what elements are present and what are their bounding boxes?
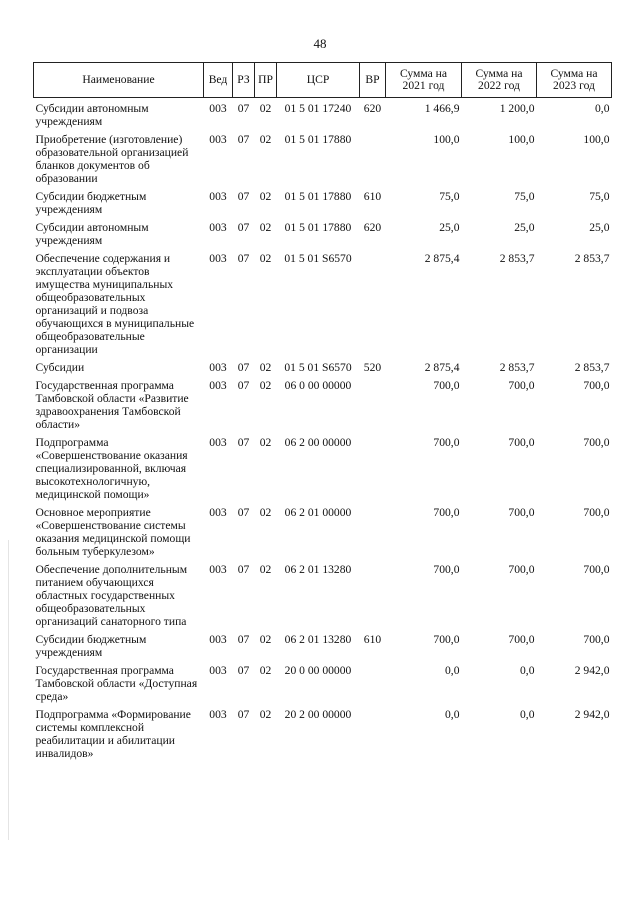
cell-vr: 620 [363, 221, 382, 234]
scan-edge-line [8, 540, 9, 840]
cell-name: Субсидии автономным учреждениям [35, 102, 149, 128]
cell-vr: 620 [363, 102, 382, 115]
cell-sum-2023: 2 942,0 [574, 708, 610, 721]
cell-name: Субсидии бюджетным учреждениям [35, 633, 147, 659]
cell-name: Подпрограмма «Совершенствование оказания специализированной, включая высокотехнологичную, медицинской помощи» [35, 436, 188, 501]
cell-pr: 02 [259, 221, 272, 234]
cell-name: Основное мероприятие «Совершенствование системы оказания медицинской помощи больным туберкулезом» [35, 506, 191, 558]
cell-csr: 06 2 00 00000 [284, 436, 352, 449]
cell-ved: 003 [209, 221, 227, 234]
cell-rz: 07 [237, 506, 250, 519]
cell-sum-2022: 2 853,7 [499, 252, 535, 265]
cell-pr: 02 [259, 506, 272, 519]
cell-sum-2022: 700,0 [508, 563, 535, 576]
cell-vr [360, 379, 386, 436]
cell-sum-2022: 700,0 [508, 506, 535, 519]
cell-csr: 06 0 00 00000 [284, 379, 352, 392]
cell-sum-2023: 700,0 [583, 563, 610, 576]
cell-sum-2023: 100,0 [583, 133, 610, 146]
cell-ved: 003 [209, 102, 227, 115]
cell-sum-2021: 2 875,4 [424, 252, 460, 265]
cell-pr: 02 [259, 633, 272, 646]
cell-sum-2021: 700,0 [433, 563, 460, 576]
cell-sum-2022: 0,0 [520, 708, 535, 721]
cell-sum-2023: 0,0 [595, 102, 610, 115]
cell-pr: 02 [259, 102, 272, 115]
cell-ved: 003 [209, 563, 227, 576]
cell-rz: 07 [237, 361, 250, 374]
header-csr: ЦСР [277, 63, 360, 98]
cell-pr: 02 [259, 252, 272, 265]
cell-ved: 003 [209, 361, 227, 374]
header-name: Наименование [34, 63, 204, 98]
cell-rz: 07 [237, 436, 250, 449]
cell-name: Государственная программа Тамбовской области «Развитие здравоохранения Тамбовской области» [35, 379, 189, 431]
cell-ved: 003 [209, 133, 227, 146]
cell-sum-2022: 25,0 [514, 221, 535, 234]
cell-sum-2022: 700,0 [508, 633, 535, 646]
table-row [34, 708, 612, 765]
cell-ved: 003 [209, 252, 227, 265]
cell-sum-2021: 2 875,4 [424, 361, 460, 374]
cell-pr: 02 [259, 436, 272, 449]
cell-name: Приобретение (изготовление) образовательной организацией бланков документов об образовании [35, 133, 189, 185]
table-row [34, 252, 612, 361]
header-vr: ВР [360, 63, 386, 98]
cell-name: Субсидии [35, 361, 85, 374]
cell-vr [360, 436, 386, 506]
cell-pr: 02 [259, 379, 272, 392]
cell-sum-2021: 25,0 [439, 221, 460, 234]
cell-ved: 003 [209, 708, 227, 721]
header-sum-2022: Сумма на 2022 год [462, 63, 537, 98]
table-row [34, 133, 612, 190]
cell-rz: 07 [237, 664, 250, 677]
cell-sum-2021: 700,0 [433, 506, 460, 519]
cell-sum-2021: 700,0 [433, 633, 460, 646]
cell-rz: 07 [237, 102, 250, 115]
cell-vr [360, 133, 386, 190]
cell-name: Подпрограмма «Формирование системы комплексной реабилитации и абилитации инвалидов» [35, 708, 191, 760]
table-row [34, 190, 612, 221]
cell-sum-2021: 0,0 [445, 664, 460, 677]
table-row [34, 664, 612, 708]
cell-ved: 003 [209, 379, 227, 392]
cell-csr: 01 5 01 17880 [284, 133, 352, 146]
cell-vr [360, 708, 386, 765]
cell-sum-2022: 75,0 [514, 190, 535, 203]
cell-vr: 610 [363, 190, 382, 203]
cell-pr: 02 [259, 708, 272, 721]
cell-vr [360, 506, 386, 563]
cell-sum-2021: 700,0 [433, 436, 460, 449]
cell-csr: 06 2 01 13280 [284, 633, 352, 646]
cell-csr: 20 2 00 00000 [284, 708, 352, 721]
header-rz: РЗ [233, 63, 255, 98]
table-row [34, 361, 612, 379]
cell-csr: 06 2 01 13280 [284, 563, 352, 576]
cell-csr: 06 2 01 00000 [284, 506, 352, 519]
cell-name: Субсидии автономным учреждениям [35, 221, 149, 247]
cell-sum-2023: 75,0 [589, 190, 610, 203]
cell-pr: 02 [259, 133, 272, 146]
cell-vr [360, 664, 386, 708]
cell-rz: 07 [237, 190, 250, 203]
cell-sum-2021: 1 466,9 [424, 102, 460, 115]
cell-sum-2022: 700,0 [508, 436, 535, 449]
cell-ved: 003 [209, 664, 227, 677]
cell-vr: 520 [363, 361, 382, 374]
header-sum-2023: Сумма на 2023 год [537, 63, 612, 98]
cell-sum-2022: 2 853,7 [499, 361, 535, 374]
table-row [34, 633, 612, 664]
cell-name: Государственная программа Тамбовской области «Доступная среда» [35, 664, 198, 703]
cell-sum-2022: 1 200,0 [499, 102, 535, 115]
cell-sum-2023: 2 853,7 [574, 361, 610, 374]
cell-ved: 003 [209, 633, 227, 646]
cell-csr: 01 5 01 S6570 [284, 361, 352, 374]
table-row [34, 379, 612, 436]
page-number: 48 [313, 36, 327, 51]
cell-vr: 610 [363, 633, 382, 646]
cell-pr: 02 [259, 563, 272, 576]
cell-sum-2023: 2 942,0 [574, 664, 610, 677]
cell-sum-2022: 100,0 [508, 133, 535, 146]
cell-pr: 02 [259, 190, 272, 203]
cell-sum-2023: 2 853,7 [574, 252, 610, 265]
cell-sum-2023: 25,0 [589, 221, 610, 234]
table-header-row [34, 63, 612, 98]
cell-sum-2022: 0,0 [520, 664, 535, 677]
cell-csr: 01 5 01 S6570 [284, 252, 352, 265]
cell-csr: 01 5 01 17880 [284, 190, 352, 203]
cell-sum-2023: 700,0 [583, 633, 610, 646]
cell-rz: 07 [237, 633, 250, 646]
cell-name: Обеспечение содержания и эксплуатации объектов имущества муниципальных общеобразовательных организаций и подвоза обучающихся в муниципальные общеобразовательные организации [35, 252, 195, 356]
cell-csr: 01 5 01 17880 [284, 221, 352, 234]
cell-vr [360, 563, 386, 633]
cell-csr: 01 5 01 17240 [284, 102, 352, 115]
cell-sum-2022: 700,0 [508, 379, 535, 392]
cell-pr: 02 [259, 361, 272, 374]
budget-table [33, 62, 612, 765]
table-row [34, 221, 612, 252]
table-row [34, 563, 612, 633]
cell-name: Субсидии бюджетным учреждениям [35, 190, 147, 216]
cell-ved: 003 [209, 506, 227, 519]
table-row [34, 506, 612, 563]
cell-rz: 07 [237, 221, 250, 234]
cell-ved: 003 [209, 436, 227, 449]
cell-pr: 02 [259, 664, 272, 677]
table-row [34, 436, 612, 506]
cell-name: Обеспечение дополнительным питанием обучающихся областных государственных общеобразовательных организаций санаторного типа [35, 563, 188, 628]
cell-vr [360, 252, 386, 361]
header-sum-2021: Сумма на 2021 год [386, 63, 462, 98]
header-pr: ПР [255, 63, 277, 98]
header-ved: Вед [204, 63, 233, 98]
cell-ved: 003 [209, 190, 227, 203]
cell-sum-2021: 100,0 [433, 133, 460, 146]
cell-sum-2023: 700,0 [583, 379, 610, 392]
table-row [34, 98, 612, 134]
cell-rz: 07 [237, 379, 250, 392]
cell-rz: 07 [237, 133, 250, 146]
cell-csr: 20 0 00 00000 [284, 664, 352, 677]
cell-sum-2023: 700,0 [583, 436, 610, 449]
cell-rz: 07 [237, 708, 250, 721]
cell-sum-2023: 700,0 [583, 506, 610, 519]
cell-rz: 07 [237, 252, 250, 265]
cell-sum-2021: 700,0 [433, 379, 460, 392]
cell-sum-2021: 75,0 [439, 190, 460, 203]
cell-sum-2021: 0,0 [445, 708, 460, 721]
cell-rz: 07 [237, 563, 250, 576]
